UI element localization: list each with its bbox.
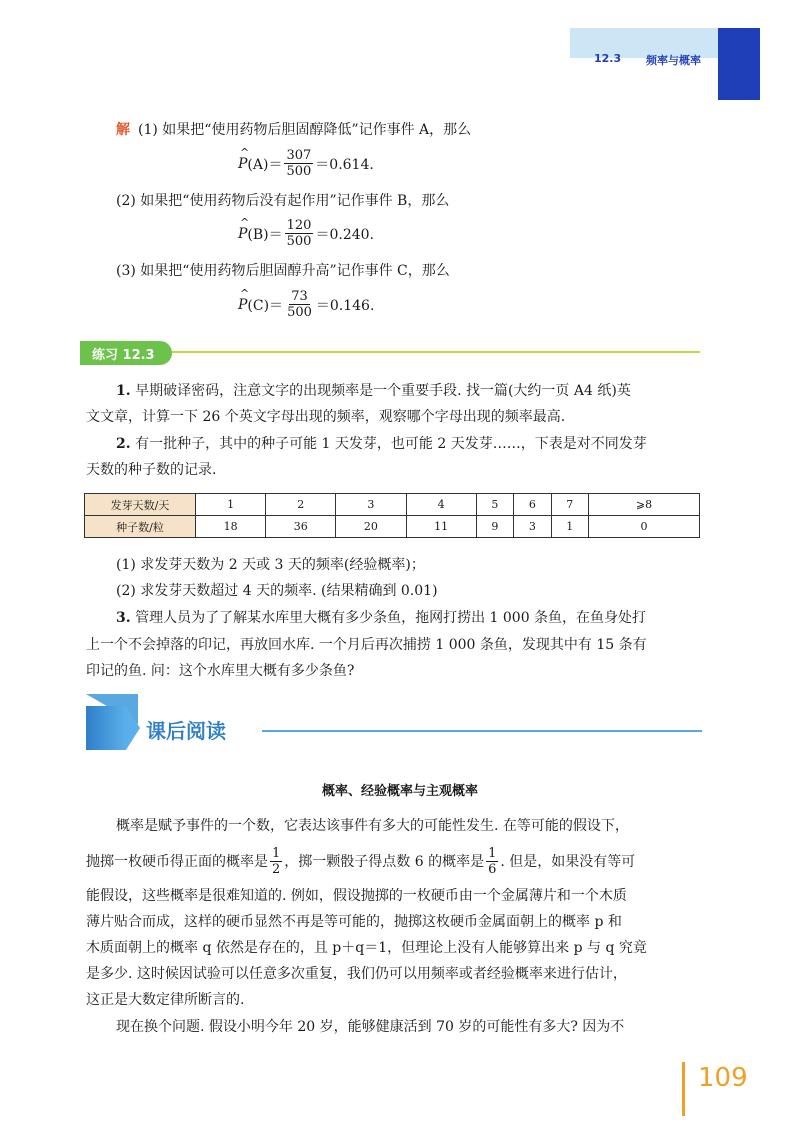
question-3-line2: 上一个不会掉落的印记，再放回水库. 一个月后再次捕捞 1 000 条鱼，发现其中有 15 条有 [86, 637, 647, 653]
table-header-seeds: 种子数/粒 [85, 516, 196, 538]
reading-banner-arrow [126, 706, 140, 750]
practice-title: 练习 12.3 [92, 348, 155, 363]
formula-part3: ^ P (C)＝ $\frac{73}{500}$ ＝0.146. [238, 289, 374, 320]
question-3-line3: 印记的鱼. 问：这个水库里大概有多少条鱼? [86, 663, 355, 679]
table-cell: 2 [266, 494, 336, 516]
fraction-part1: $\frac{307}{500}$ [286, 148, 312, 179]
article-line: 这正是大数定律所断言的. [86, 992, 245, 1008]
table-cell: 0 [589, 516, 700, 538]
table-cell: 3 [336, 494, 406, 516]
table-cell: 1 [551, 516, 588, 538]
table-cell: 36 [266, 516, 336, 538]
solution-part2: (2) 如果把“使用药物后没有起作用”记作事件 B，那么 [116, 193, 450, 209]
article-line: 现在换个问题. 假设小明今年 20 岁，能够健康活到 70 岁的可能性有多大? 因为不 [116, 1019, 625, 1035]
section-number: 12.3 [594, 52, 622, 65]
table-cell: 11 [406, 516, 476, 538]
question-2-sub1: (1) 求发芽天数为 2 天或 3 天的频率(经验概率)； [116, 557, 425, 573]
fraction-part3: $\frac{73}{500}$ [287, 289, 312, 320]
table-cell: 5 [476, 494, 513, 516]
reading-section-title: 课后阅读 [146, 719, 226, 743]
article-line: 概率是赋予事件的一个数，它表达该事件有多大的可能性发生. 在等可能的假设下， [116, 818, 629, 834]
table-cell: 6 [514, 494, 551, 516]
solution-part3: (3) 如果把“使用药物后胆固醇升高”记作事件 C，那么 [116, 263, 450, 279]
article-title: 概率、经验概率与主观概率 [321, 784, 478, 799]
article-line: 能假设，这些概率是很难知道的. 例如，假设抛掷的一枚硬币由一个金属薄片和一个木质 [86, 888, 627, 904]
page-number: 109 [698, 1063, 748, 1093]
fraction-one-sixth: $\frac{1}{6}$ [488, 846, 497, 877]
fraction-one-half: $\frac{1}{2}$ [272, 846, 281, 877]
table-cell: 4 [406, 494, 476, 516]
table-header-days: 发芽天数/天 [85, 494, 196, 516]
article-line: 抛掷一枚硬币得正面的概率是 $\frac{1}{2}$ ，掷一颗骰子得点数 6 的概率是 $\frac{1}{6}$ . 但是，如果没有等可 [86, 846, 636, 877]
section-title: 频率与概率 [646, 54, 701, 67]
germination-table [84, 493, 700, 538]
table-cell: 3 [514, 516, 551, 538]
table-row [85, 494, 700, 516]
article-line: 木质面朝上的概率 q 依然是存在的，且 p＋q＝1，但理论上没有人能够算出来 p 与 q 究竟 [86, 940, 647, 956]
formula-part2: ^ P (B)＝ $\frac{120}{500}$ ＝0.240. [238, 218, 374, 249]
table-row [85, 516, 700, 538]
article-line: 薄片贴合而成，这样的硬币显然不再是等可能的，抛掷这枚硬币金属面朝上的概率 p 和 [86, 914, 622, 930]
reading-divider [262, 730, 702, 732]
question-1-line2: 文文章，计算一下 26 个英文字母出现的频率，观察哪个字母出现的频率最高. [86, 409, 566, 425]
reading-banner [86, 706, 126, 750]
formula-part1: ^ P (A)＝ $\frac{307}{500}$ ＝0.614. [238, 148, 374, 179]
article-line: 是多少. 这时候因试验可以任意多次重复，我们仍可以用频率或者经验概率来进行估计， [86, 966, 627, 982]
table-cell: 18 [196, 516, 266, 538]
table-cell: 20 [336, 516, 406, 538]
table-cell: 7 [551, 494, 588, 516]
table-cell: 9 [476, 516, 513, 538]
practice-divider [172, 351, 700, 353]
fraction-part2: $\frac{120}{500}$ [286, 218, 312, 249]
table-cell: 1 [196, 494, 266, 516]
table-cell: ⩾8 [589, 494, 700, 516]
question-2-line2: 天数的种子数的记录. [86, 462, 217, 478]
question-3-line1: 3. 管理人员为了了解某水库里大概有多少条鱼，拖网打捞出 1 000 条鱼，在鱼身处打 [116, 610, 647, 626]
solution-label: 解 [116, 122, 130, 138]
page-number-bar [682, 1062, 685, 1116]
header-blue-block [718, 28, 760, 100]
question-1-line1: 1. 早期破译密码，注意文字的出现频率是一个重要手段. 找一篇(大约一页 A4 纸)英 [116, 383, 631, 399]
question-2-sub2: (2) 求发芽天数超过 4 天的频率. (结果精确到 0.01) [116, 583, 438, 599]
question-2-line1: 2. 有一批种子，其中的种子可能 1 天发芽，也可能 2 天发芽……，下表是对不同发芽 [116, 436, 647, 452]
solution-part1: 解 (1) 如果把“使用药物后胆固醇降低”记作事件 A，那么 [116, 122, 472, 138]
